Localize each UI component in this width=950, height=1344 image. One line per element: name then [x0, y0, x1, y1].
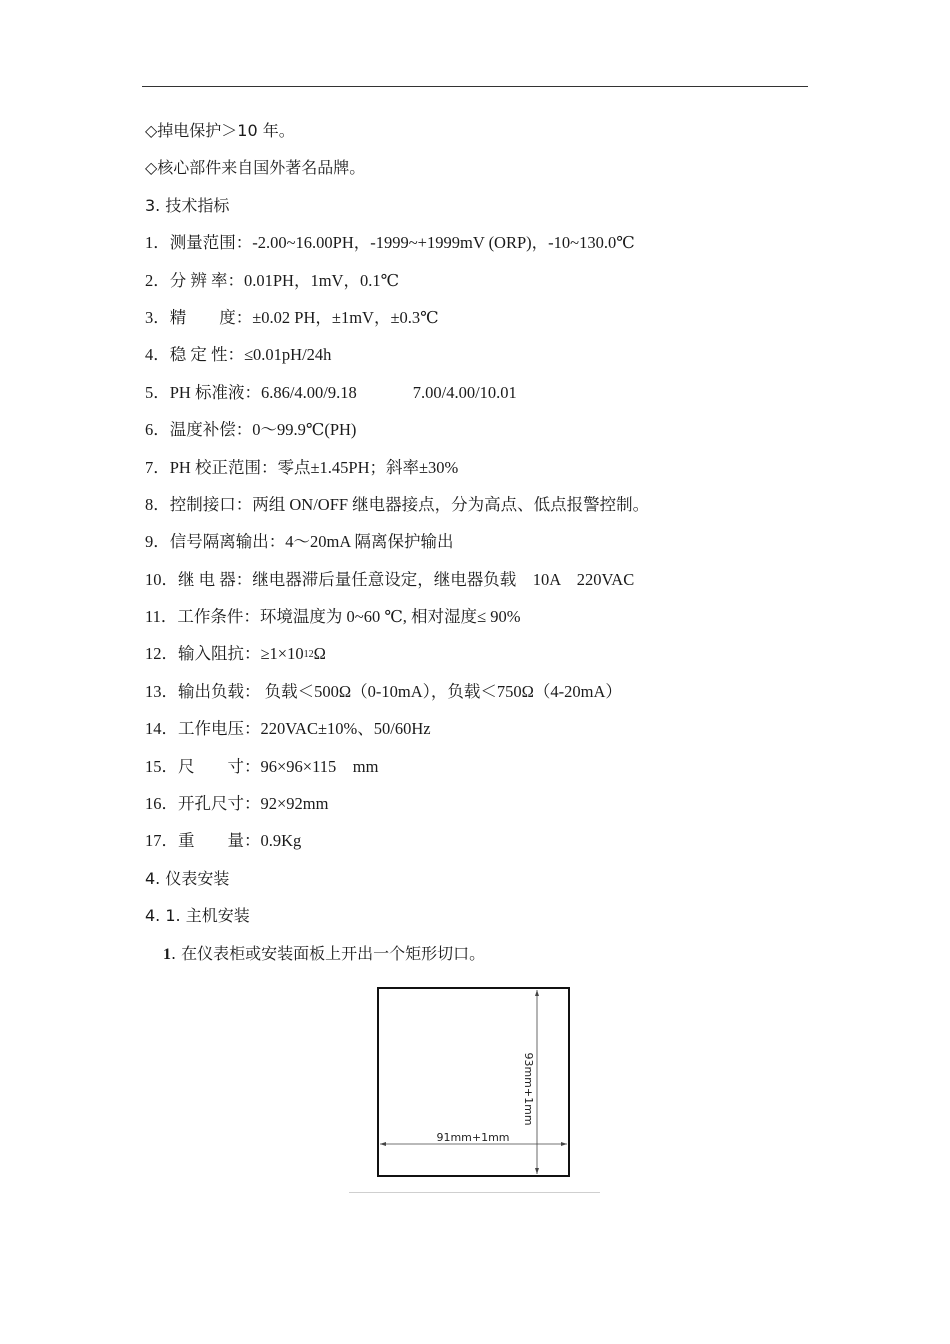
spec-item: 9．信号隔离输出：4～20mA 隔离保护输出 — [145, 532, 454, 552]
cutout-diagram — [349, 979, 600, 1193]
spec-item — [145, 378, 805, 415]
cutout-drawing — [349, 979, 600, 1192]
cutout-rectangle — [378, 988, 569, 1176]
spec-item: 7．PH 校正范围：零点±1.45PH；斜率±30% — [145, 457, 459, 477]
spec-item: 6．温度补偿：0～99.9℃(PH) — [145, 420, 357, 440]
section-title-installation: 4. 仪表安装 — [145, 868, 230, 888]
width-dimension-label: 91mm+1mm — [436, 1131, 510, 1144]
spec-item-text: 12．输入阻抗：≥1×10 — [145, 644, 304, 664]
spec-item: 15．尺 寸：96×96×115 mm — [145, 756, 379, 776]
spec-item: 3．精 度：±0.02 PH，±1mV，±0.3℃ — [145, 307, 439, 327]
spec-item: 2．分 辨 率：0.01PH，1mV，0.1℃ — [145, 270, 400, 290]
spec-item: 13．输出负载： 负载＜500Ω（0-10mA），负载＜750Ω（4-20mA） — [145, 681, 622, 701]
height-dimension-label: 93mm+1mm — [522, 1052, 535, 1126]
width-arrow-right — [561, 1142, 567, 1146]
feature-core-parts: ◇核心部件来自国外著名品牌。 — [145, 158, 366, 178]
width-arrow-left — [380, 1142, 386, 1146]
spec-item: 8．控制接口：两组 ON/OFF 继电器接点，分为高点、低点报警控制。 — [145, 494, 650, 514]
document-body — [145, 116, 805, 976]
spec-item: 11．工作条件：环境温度为 0~60 ℃, 相对湿度≤ 90% — [145, 607, 521, 627]
feature-power-loss: ◇掉电保护＞10 年。 — [145, 121, 295, 140]
install-step-1 — [145, 939, 805, 976]
section-title-host-installation: 4. 1. 主机安装 — [145, 906, 250, 926]
spec-item: 16．开孔尺寸：92×92mm — [145, 794, 329, 814]
height-arrow-bottom — [535, 1168, 539, 1174]
spec-item: 14．工作电压：220VAC±10%、50/60Hz — [145, 719, 431, 739]
spec-item — [145, 639, 805, 676]
spec-item-extra: 7.00/4.00/10.01 — [412, 382, 517, 402]
section-title-specs: 3. 技术指标 — [145, 195, 230, 215]
exponent: 12 — [303, 649, 314, 661]
spec-item: 4．稳 定 性：≤0.01pH/24h — [145, 345, 332, 365]
spec-item-text: 5．PH 标准液：6.86/4.00/9.18 — [145, 382, 357, 402]
step-number: 1 — [163, 945, 171, 963]
header-rule — [142, 86, 808, 87]
spec-item: 10．继 电 器：继电器滞后量任意设定，继电器负载 10A 220VAC — [145, 569, 635, 589]
unit: Ω — [313, 644, 326, 664]
step-text: . 在仪表柜或安装面板上开出一个矩形切口。 — [171, 943, 486, 963]
height-arrow-top — [535, 990, 539, 996]
spec-item: 1．测量范围：-2.00~16.00PH，-1999~+1999mV (ORP)，-10~130.0℃ — [145, 233, 635, 253]
spec-item: 17．重 量：0.9Kg — [145, 831, 302, 851]
